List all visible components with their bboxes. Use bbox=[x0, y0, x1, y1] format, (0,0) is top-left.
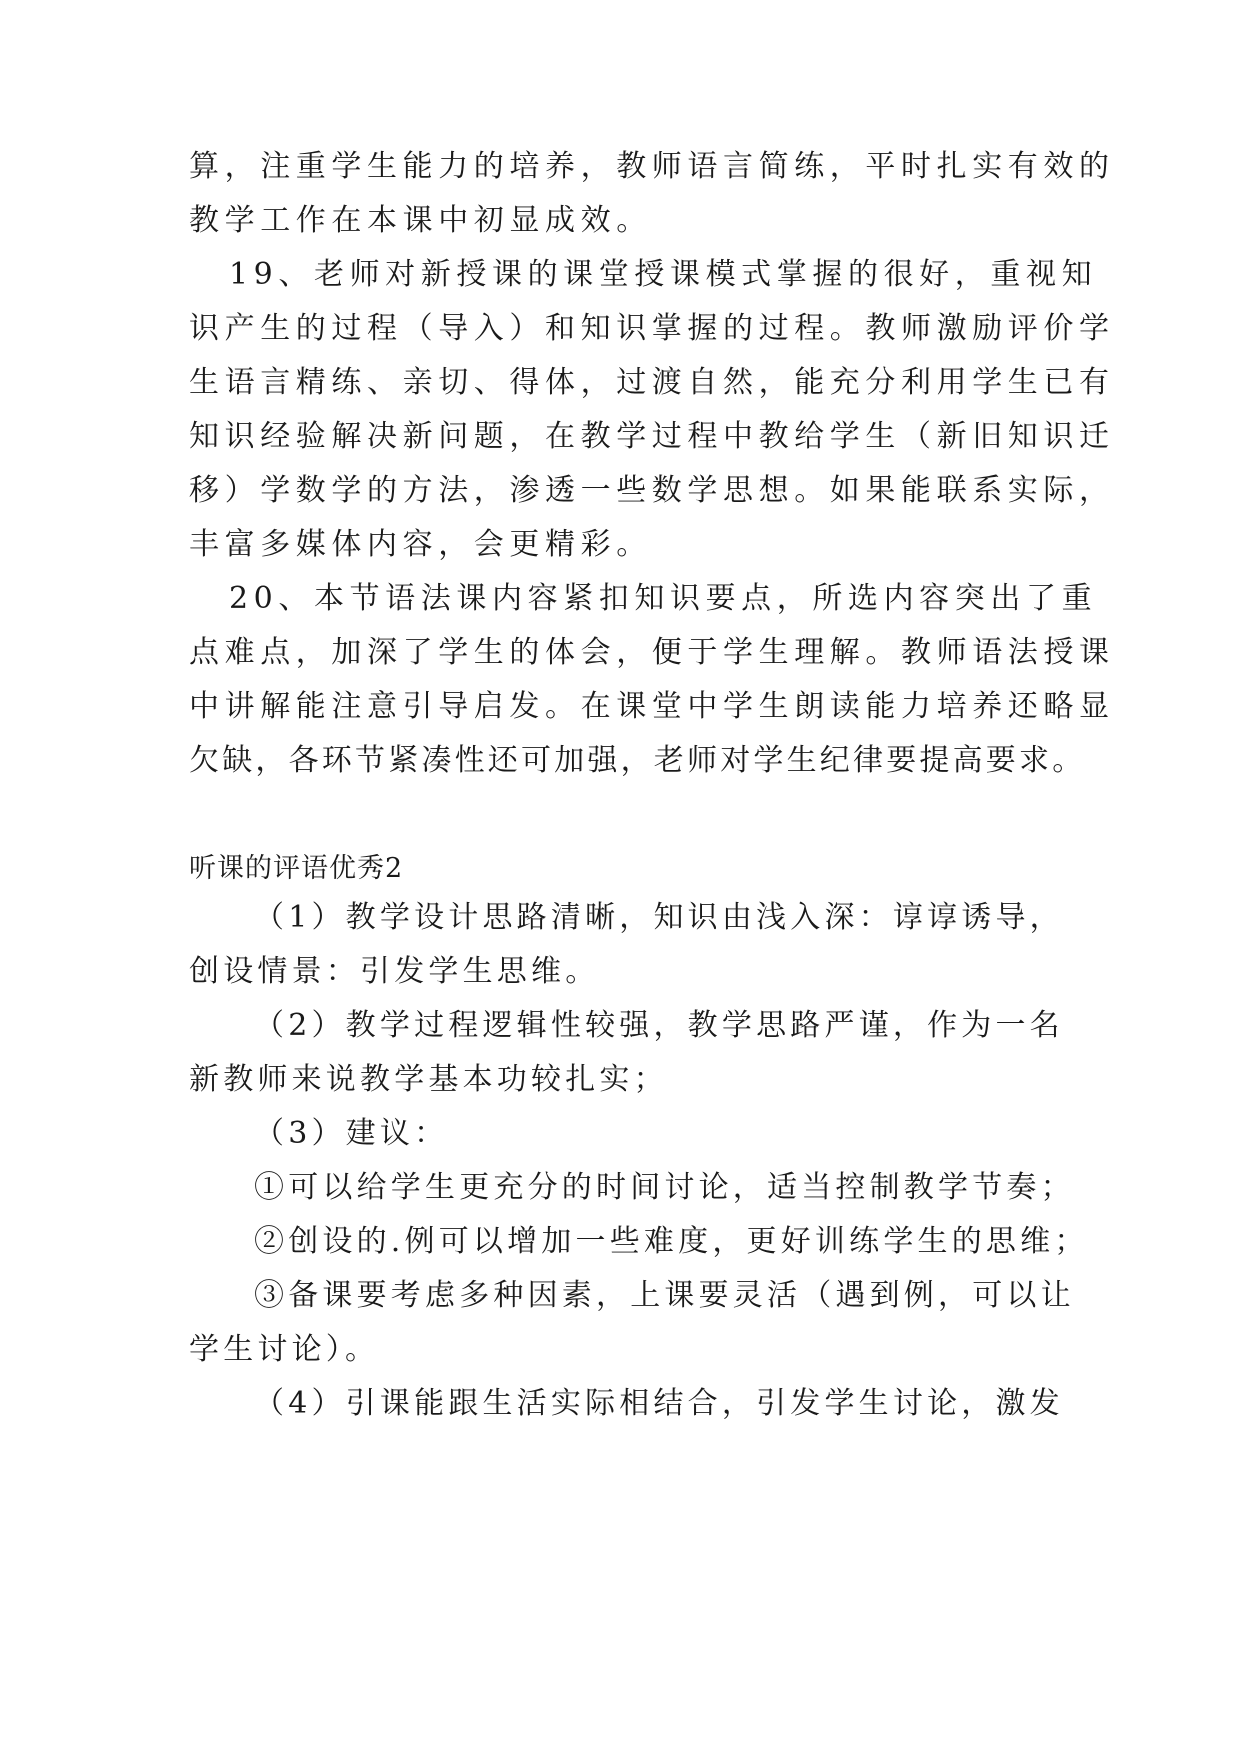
paragraph-line: 中讲解能注意引导启发。在课堂中学生朗读能力培养还略显 bbox=[189, 689, 1115, 724]
paragraph-line: 创设情景：引发学生思维。 bbox=[189, 954, 600, 989]
paragraph-line: 教学工作在本课中初显成效。 bbox=[189, 203, 652, 238]
paragraph-line: 欠缺，各环节紧凑性还可加强，老师对学生纪律要提高要求。 bbox=[189, 743, 1086, 778]
paragraph-line: 20、本节语法课内容紧扣知识要点，所选内容突出了重 bbox=[229, 581, 1098, 616]
paragraph-line: 知识经验解决新问题，在教学过程中教给学生（新旧知识迁 bbox=[189, 419, 1115, 454]
paragraph-line: 移）学数学的方法，渗透一些数学思想。如果能联系实际， bbox=[189, 473, 1115, 508]
paragraph-line: 点难点，加深了学生的体会，便于学生理解。教师语法授课 bbox=[189, 635, 1115, 670]
list-item: ③备课要考虑多种因素，上课要灵活（遇到例，可以让 bbox=[254, 1278, 1075, 1313]
paragraph-line: 学生讨论）。 bbox=[189, 1332, 380, 1367]
paragraph-line: 生语言精练、亲切、得体，过渡自然，能充分利用学生已有 bbox=[189, 365, 1115, 400]
paragraph-line: （1）教学设计思路清晰，知识由浅入深：谆谆诱导， bbox=[254, 900, 1064, 935]
paragraph-line: （3）建议： bbox=[254, 1116, 449, 1151]
paragraph-line: （2）教学过程逻辑性较强，教学思路严谨，作为一名 bbox=[254, 1008, 1064, 1043]
paragraph-line: 丰富多媒体内容，会更精彩。 bbox=[189, 527, 652, 562]
paragraph-line: （4）引课能跟生活实际相结合，引发学生讨论，激发 bbox=[254, 1386, 1064, 1421]
section-heading: 听课的评语优秀2 bbox=[189, 853, 404, 884]
paragraph-line: 算，注重学生能力的培养，教师语言简练，平时扎实有效的 bbox=[189, 149, 1115, 184]
list-item: ②创设的.例可以增加一些难度，更好训练学生的思维； bbox=[254, 1224, 1089, 1259]
paragraph-line: 识产生的过程（导入）和知识掌握的过程。教师激励评价学 bbox=[189, 311, 1115, 346]
paragraph-line: 新教师来说教学基本功较扎实； bbox=[189, 1062, 668, 1097]
paragraph-line: 19、老师对新授课的课堂授课模式掌握的很好，重视知 bbox=[229, 257, 1098, 292]
list-item: ①可以给学生更充分的时间讨论，适当控制教学节奏； bbox=[254, 1170, 1075, 1205]
